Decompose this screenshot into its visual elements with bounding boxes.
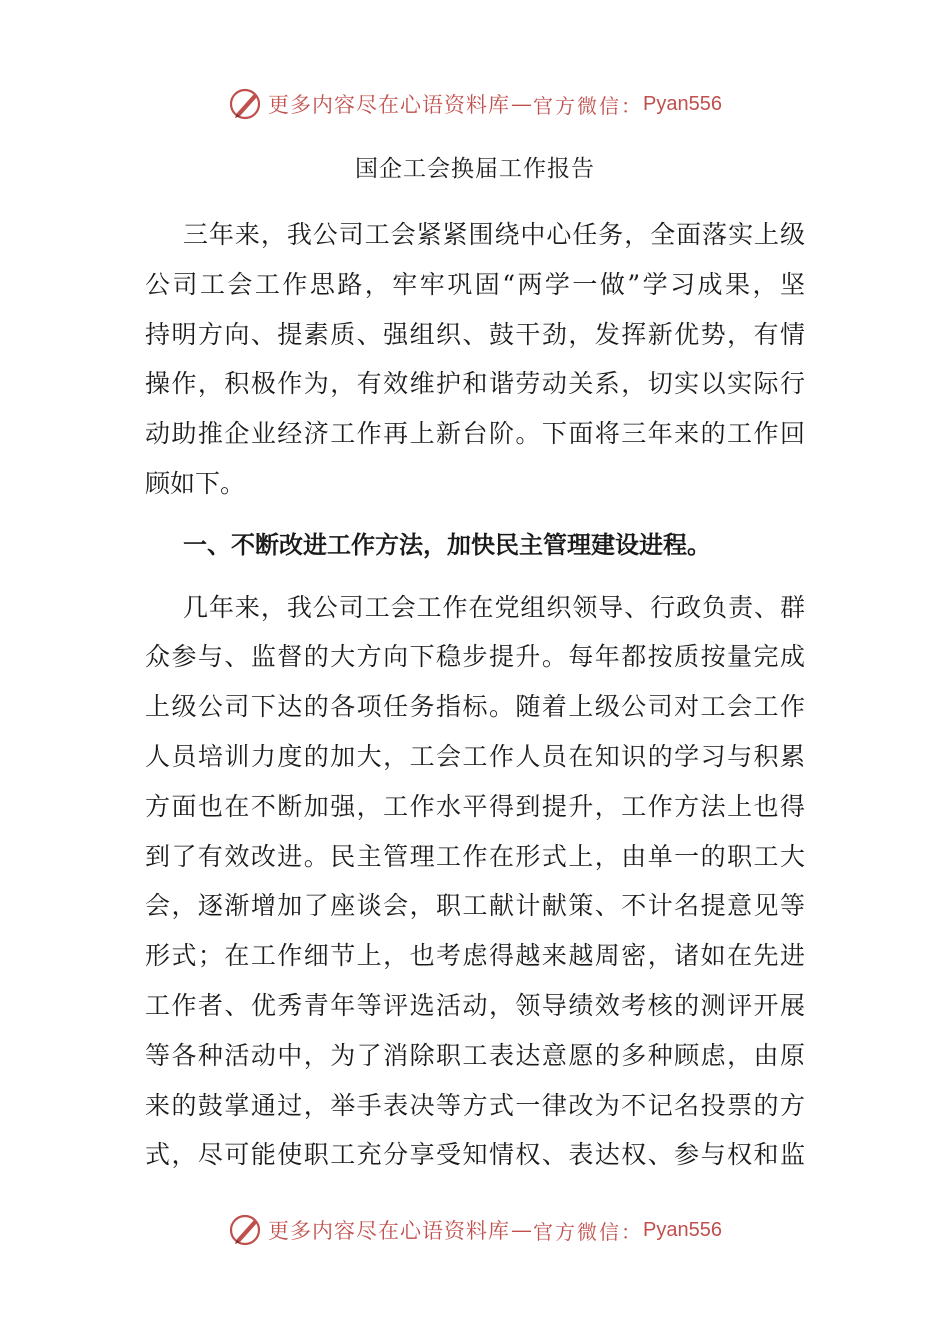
watermark-banner-top (0, 84, 950, 124)
intro-line: 动助推企业经济工作再上新台阶。下面将三年来的工作回 (145, 419, 805, 449)
watermark-slogan: 更多内容尽在心语资料库 (268, 1219, 511, 1243)
section-line: 等各种活动中，为了消除职工表达意愿的多种顾虑，由原 (145, 1040, 805, 1070)
section-line: 上级公司下达的各项任务指标。随着上级公司对工会工作 (145, 692, 805, 722)
watermark-dash: — (511, 1218, 533, 1242)
pen-logo-icon (228, 1212, 264, 1248)
section-line: 方面也在不断加强，工作水平得到提升，工作方法上也得 (145, 791, 805, 821)
section-line: 来的鼓掌通过，举手表决等方式一律改为不记名投票的方 (145, 1090, 805, 1120)
watermark-wechat-label: 官方微信： (533, 93, 644, 118)
section-line: 人员培训力度的加大，工会工作人员在知识的学习与积累 (145, 741, 805, 771)
section-line: 到了有效改进。民主管理工作在形式上，由单一的职工大 (145, 841, 805, 871)
section-line: 工作者、优秀青年等评选活动，领导绩效考核的测评开展 (145, 990, 805, 1020)
intro-line: 公司工会工作思路，牢牢巩固“两学一做”学习成果，坚 (145, 269, 805, 299)
section-line: 形式；在工作细节上，也考虑得越来越周密，诸如在先进 (145, 941, 805, 971)
watermark-wechat-id: Pyan556 (643, 1218, 722, 1241)
pen-logo-icon (228, 86, 264, 122)
section-line: 几年来，我公司工会工作在党组织领导、行政负责、群 (183, 592, 805, 622)
watermark-wechat-id: Pyan556 (643, 92, 722, 115)
intro-line: 三年来，我公司工会紧紧围绕中心任务，全面落实上级 (183, 220, 805, 249)
intro-line: 操作，积极作为，有效维护和谐劳动关系，切实以实际行 (145, 369, 805, 399)
intro-line: 顾如下。 (145, 468, 246, 498)
watermark-slogan: 更多内容尽在心语资料库 (268, 93, 511, 117)
document-title: 国企工会换届工作报告 (355, 156, 595, 182)
section-line: 式，尽可能使职工充分享受知情权、表达权、参与权和监 (145, 1140, 805, 1170)
section-heading: 一、不断改进工作方法，加快民主管理建设进程。 (183, 530, 711, 559)
document-body (145, 210, 805, 1180)
section-line: 众参与、监督的大方向下稳步提升。每年都按质按量完成 (145, 642, 805, 672)
watermark-banner-bottom (0, 1210, 950, 1250)
watermark-dash: — (511, 92, 533, 116)
section-line: 会，逐渐增加了座谈会，职工献计献策、不计名提意见等 (145, 891, 805, 921)
watermark-wechat-label: 官方微信： (533, 1219, 644, 1244)
intro-line: 持明方向、提素质、强组织、鼓干劲，发挥新优势，有情 (145, 319, 805, 349)
